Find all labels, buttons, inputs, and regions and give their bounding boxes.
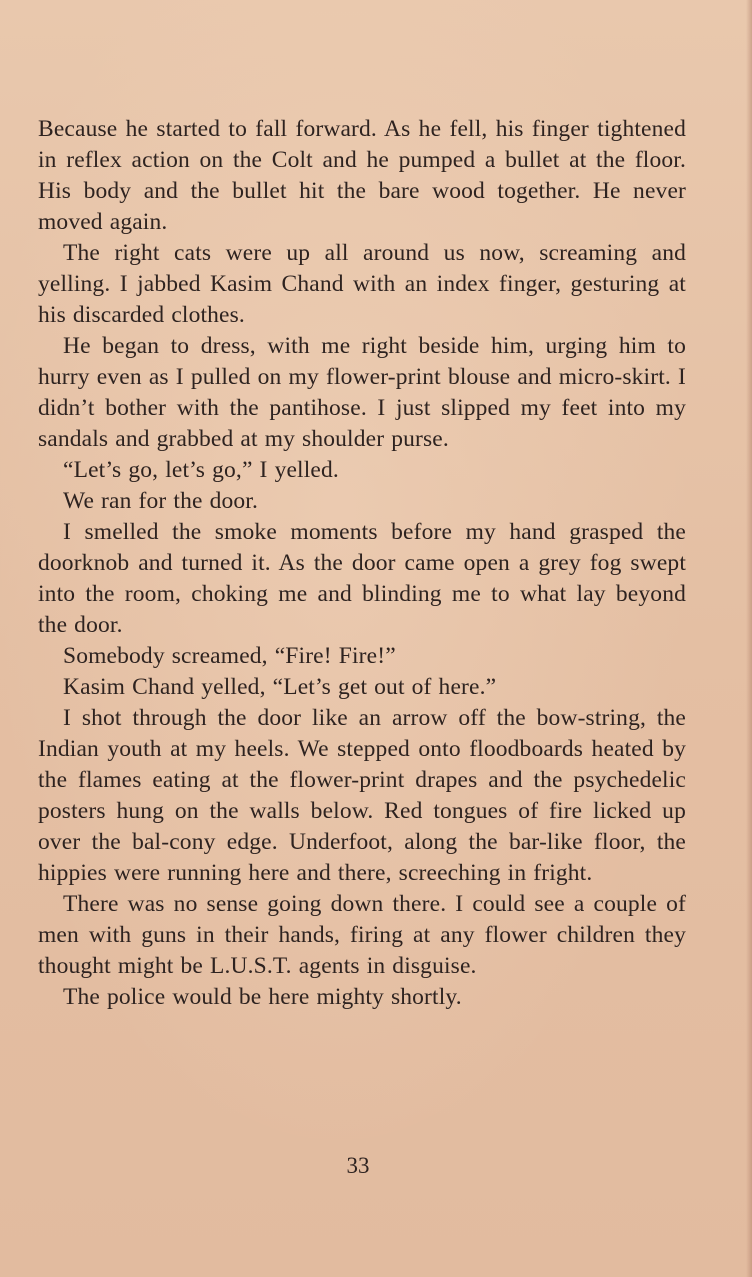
page-number: 33 <box>346 1153 370 1178</box>
paragraph-2: The right cats were up all around us now, screaming and yelling. I jabbed Kasim Chand with an index finger, gesturing at his discarded clothes. <box>38 240 686 328</box>
paragraph-6: I smelled the smoke moments before my hand grasped the doorknob and turned it. As the door came open a grey fog swept into the room, choking me and blinding me to what lay beyond the door. <box>38 519 686 638</box>
paragraph-7: Somebody screamed, “Fire! Fire!” <box>63 643 396 669</box>
paragraph-5: We ran for the door. <box>63 488 258 514</box>
paragraph-3: He began to dress, with me right beside him, urging him to hurry even as I pulled on my flower-print blouse and micro-skirt. I didn’t bother with the pantihose. I just slipped my feet into my sandals and grabbed at my shoulder purse. <box>38 333 686 452</box>
paragraph-1: Because he started to fall forward. As he fell, his finger tightened in reflex action on the Colt and he pumped a bullet at the floor. His body and the bullet hit the bare wood together. He never moved again. <box>38 116 686 235</box>
page-edge-shadow <box>746 0 752 1277</box>
paragraph-11: The police would be here mighty shortly. <box>63 984 462 1010</box>
paragraph-10: There was no sense going down there. I could see a couple of men with guns in their hands, firing at any flower children they thought might be L.U.S.T. agents in disguise. <box>38 891 686 979</box>
body-text <box>38 114 686 1013</box>
paragraph-8: Kasim Chand yelled, “Let’s get out of here.” <box>63 674 497 700</box>
paragraph-4: “Let’s go, let’s go,” I yelled. <box>63 457 339 483</box>
paragraph-9: I shot through the door like an arrow off the bow-string, the Indian youth at my heels. We stepped onto floodboards heated by the flames eating at the flower-print drapes and the psychedelic posters hung on the walls below. Red tongues of fire licked up over the bal-cony edge. Underfoot, along the bar-like floor, the hippies were running here and there, screeching in fright. <box>38 705 686 886</box>
